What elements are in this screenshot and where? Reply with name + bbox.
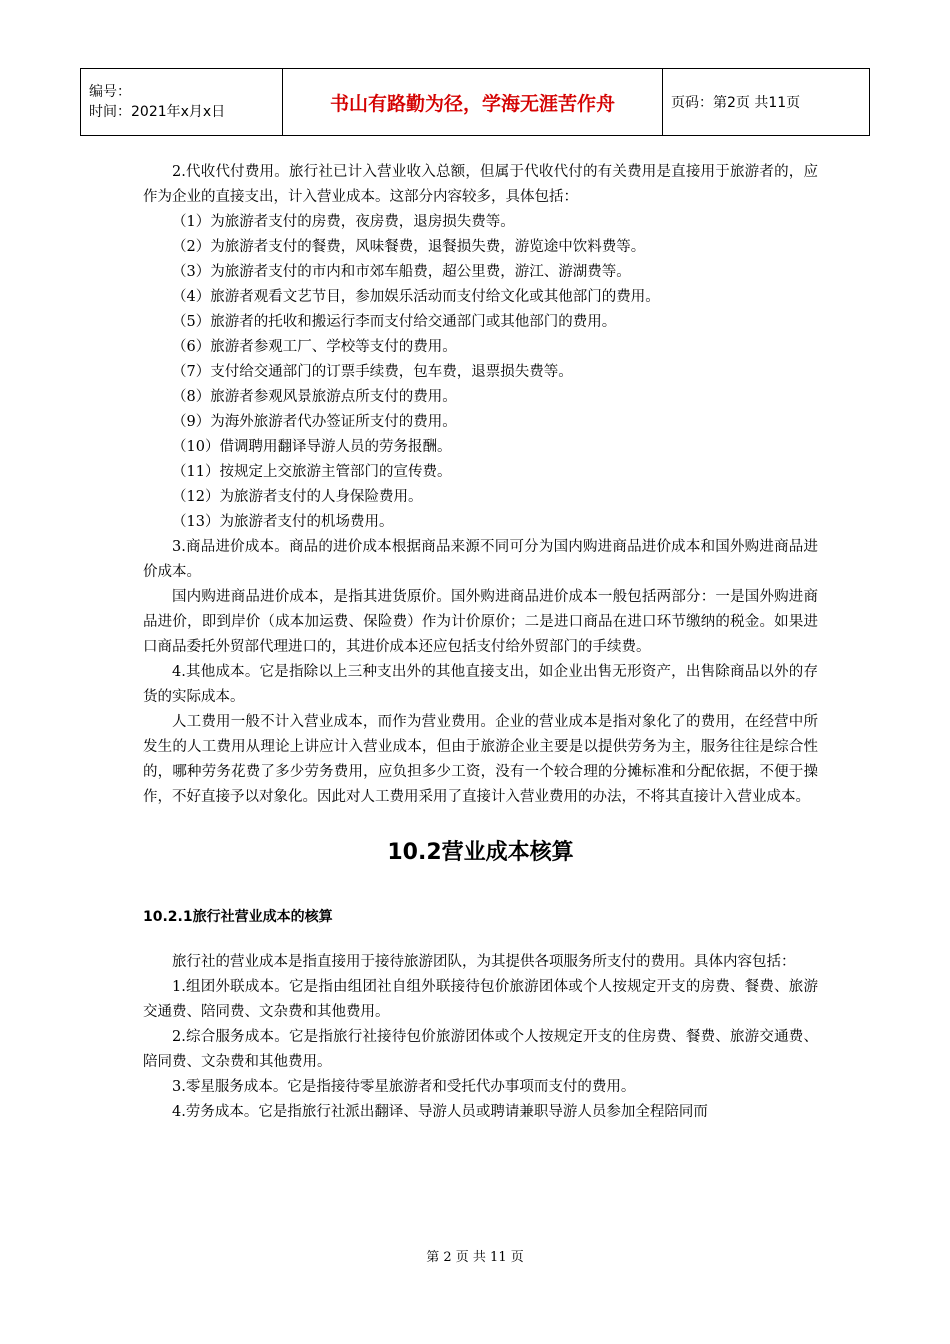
subsection-title: 10.2.1旅行社营业成本的核算 <box>143 909 333 925</box>
header-meta <box>81 69 283 136</box>
paragraph: 1.组团外联成本。它是指由组团社自组外联接待包价旅游团体或个人按规定开支的房费、餐费、旅游交通费、陪同费、文杂费和其他费用。 <box>143 979 818 1020</box>
list-item: （1）为旅游者支付的房费，夜房费，退房损失费等。 <box>172 214 515 230</box>
paragraph: 国内购进商品进价成本，是指其进货原价。国外购进商品进价成本一般包括两部分：一是国外购进商品进价，即到岸价（成本加运费、保险费）作为计价原价；二是进口商品在进口环节缴纳的税金。如果进口商品委托外贸部代理进口的，其进价成本还应包括支付给外贸部门的手续费。 <box>143 589 818 655</box>
header-page-info: 页码：第2页 共11页 <box>663 69 870 136</box>
list-item: （12）为旅游者支付的人身保险费用。 <box>172 489 423 505</box>
document-date: 时间：2021年x月x日 <box>89 104 226 120</box>
list-item: （5）旅游者的托收和搬运行李而支付给交通部门或其他部门的费用。 <box>172 314 617 330</box>
header-motto: 书山有路勤为径，学海无涯苦作舟 <box>283 69 663 136</box>
paragraph: 人工费用一般不计入营业成本，而作为营业费用。企业的营业成本是指对象化了的费用，在经营中所发生的人工费用从理论上讲应计入营业成本，但由于旅游企业主要是以提供劳务为主，服务往往是综合性的，哪种劳务花费了多少劳务费用，应负担多少工资，没有一个较合理的分摊标准和分配依据，不便于操作，不好直接予以对象化。因此对人工费用采用了直接计入营业费用的办法，不将其直接计入营业成本。 <box>143 714 818 805</box>
paragraph: 3.零星服务成本。它是指接待零星旅游者和受托代办事项而支付的费用。 <box>172 1079 636 1095</box>
document-number: 编号： <box>89 84 131 100</box>
list-item: （3）为旅游者支付的市内和市郊车船费，超公里费，游江、游湖费等。 <box>172 264 631 280</box>
list-item: （10）借调聘用翻译导游人员的劳务报酬。 <box>172 439 452 455</box>
page-footer: 第 2 页 共 11 页 <box>426 1250 524 1265</box>
list-item: （4）旅游者观看文艺节目，参加娱乐活动而支付给文化或其他部门的费用。 <box>172 289 660 305</box>
page-header <box>80 68 870 136</box>
paragraph: 3.商品进价成本。商品的进价成本根据商品来源不同可分为国内购进商品进价成本和国外购进商品进价成本。 <box>143 539 818 580</box>
list-item: （6）旅游者参观工厂、学校等支付的费用。 <box>172 339 457 355</box>
list-item: （11）按规定上交旅游主管部门的宣传费。 <box>172 464 452 480</box>
list-item: （2）为旅游者支付的餐费，风味餐费，退餐损失费，游览途中饮料费等。 <box>172 239 646 255</box>
section-title: 10.2营业成本核算 <box>387 840 574 865</box>
list-item: （8）旅游者参观风景旅游点所支付的费用。 <box>172 389 457 405</box>
list-item: （13）为旅游者支付的机场费用。 <box>172 514 394 530</box>
list-item: （7）支付给交通部门的订票手续费，包车费，退票损失费等。 <box>172 364 573 380</box>
list-item: （9）为海外旅游者代办签证所支付的费用。 <box>172 414 457 430</box>
paragraph: 旅行社的营业成本是指直接用于接待旅游团队，为其提供各项服务所支付的费用。具体内容包括： <box>172 954 796 970</box>
paragraph: 4.劳务成本。它是指旅行社派出翻译、导游人员或聘请兼职导游人员参加全程陪同而 <box>172 1104 708 1120</box>
document-body <box>143 160 818 1125</box>
paragraph: 2.综合服务成本。它是指旅行社接待包价旅游团体或个人按规定开支的住房费、餐费、旅游交通费、陪同费、文杂费和其他费用。 <box>143 1029 818 1070</box>
paragraph: 4.其他成本。它是指除以上三种支出外的其他直接支出，如企业出售无形资产，出售除商品以外的存货的实际成本。 <box>143 664 818 705</box>
paragraph: 2.代收代付费用。旅行社已计入营业收入总额，但属于代收代付的有关费用是直接用于旅游者的，应作为企业的直接支出，计入营业成本。这部分内容较多，具体包括： <box>143 164 818 205</box>
